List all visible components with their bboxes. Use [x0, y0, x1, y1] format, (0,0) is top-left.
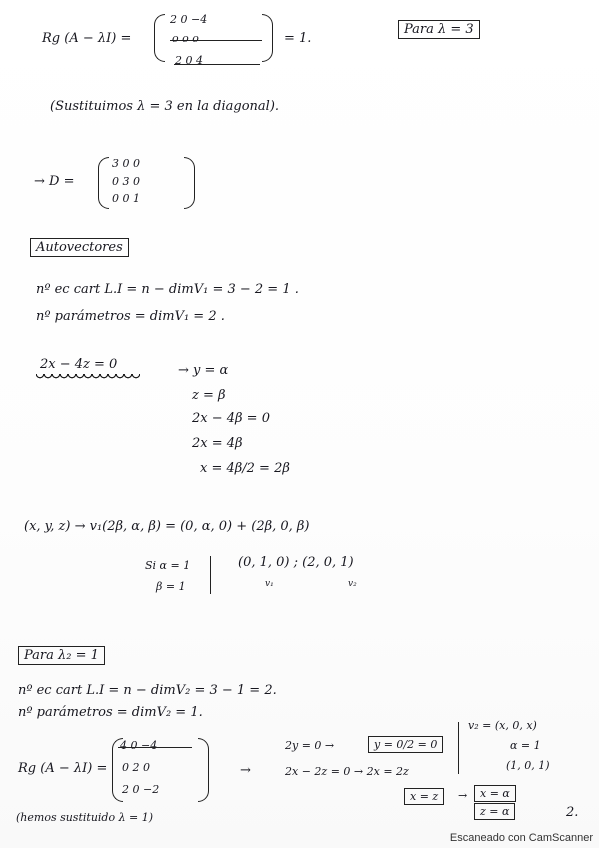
rank-result: = 1. [284, 31, 312, 46]
matrix-row-1: 2 0 −4 [170, 13, 208, 26]
system-step-y: → y = α [178, 363, 229, 378]
case2-xz-box: x = z [404, 788, 444, 805]
case2-v2-line: v₂ = (x, 0, x) [468, 719, 537, 732]
scanner-watermark: Escaneado con CamScanner [449, 832, 593, 844]
count-parameters-line: nº parámetros = dimV₁ = 2 . [36, 309, 225, 324]
matrix-right-paren [262, 14, 273, 62]
case2-equations-line: nº ec cart L.I = n − dimV₂ = 3 − 1 = 2. [18, 683, 277, 698]
case2-arrow2: → [458, 789, 468, 802]
substitution-note: (Sustituimos λ = 3 en la diagonal). [50, 99, 280, 114]
case2-arrow: → [240, 763, 251, 778]
d-left-paren [98, 157, 109, 209]
d-row-1: 3 0 0 [112, 157, 140, 170]
case2-row-2: 0 2 0 [122, 761, 150, 774]
strikethrough-row-3 [174, 64, 260, 65]
v1-label: v₁ [265, 579, 274, 589]
case2-parameters-line: nº parámetros = dimV₂ = 1. [18, 705, 203, 720]
case2-eq2: 2x − 2z = 0 → 2x = 2z [285, 765, 409, 778]
matrix-left-paren [154, 14, 165, 62]
count-equations-line: nº ec cart L.I = n − dimV₁ = 3 − 2 = 1 . [36, 282, 299, 297]
case2-row-3: 2 0 −2 [122, 783, 160, 796]
case2-brace [458, 722, 459, 774]
case2-xa-box: x = α [474, 785, 516, 802]
case2-za-box: z = α [474, 803, 515, 820]
system-step-z: z = β [192, 388, 226, 403]
case2-footnote: (hemos sustituido λ = 1) [16, 811, 154, 824]
case2-y-box: y = 0/2 = 0 [368, 736, 443, 753]
case-label-lambda-3: Para λ = 3 [398, 20, 480, 39]
d-right-paren [184, 157, 195, 209]
param-alpha: Si α = 1 [145, 559, 191, 572]
system-equation: 2x − 4z = 0 [40, 357, 118, 372]
d-row-2: 0 3 0 [112, 175, 140, 188]
case2-v2-result: (1, 0, 1) [506, 759, 550, 772]
page-number: 2. [566, 805, 579, 820]
param-beta: β = 1 [156, 580, 186, 593]
diagonal-prefix: → D = [34, 174, 75, 189]
basis-vectors: (0, 1, 0) ; (2, 0, 1) [238, 555, 354, 570]
case2-strikethrough [118, 747, 192, 748]
wavy-underline [36, 374, 140, 380]
d-row-3: 0 0 1 [112, 192, 140, 205]
case2-row-1: 4 0 −4 [120, 739, 158, 752]
matrix-row-3: 2 0 4 [175, 54, 203, 67]
system-step-4: 2x = 4β [192, 436, 243, 451]
case2-alpha-line: α = 1 [510, 739, 541, 752]
rank-expression: Rg (A − λI) = [42, 31, 132, 46]
autovectores-title: Autovectores [30, 238, 129, 257]
param-brace [210, 556, 211, 594]
case-label-lambda-1: Para λ₂ = 1 [18, 646, 105, 665]
case2-rank-expression: Rg (A − λI) = [18, 761, 108, 776]
vector-decomposition: (x, y, z) → v₁(2β, α, β) = (0, α, 0) + (2β, 0, β) [24, 519, 310, 534]
system-step-5: x = 4β/2 = 2β [200, 461, 290, 476]
case2-right-paren [198, 738, 209, 802]
case2-eq1: 2y = 0 → [285, 739, 335, 752]
v2-label: v₂ [348, 579, 357, 589]
matrix-row-2-dots: o o o [172, 32, 199, 45]
system-step-3: 2x − 4β = 0 [192, 411, 270, 426]
